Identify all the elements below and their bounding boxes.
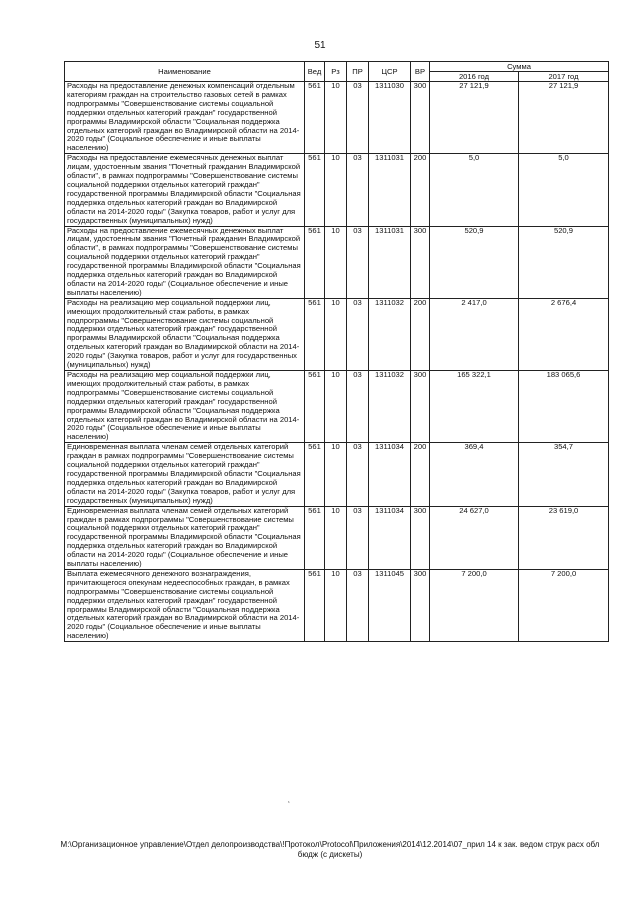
cell-amount-2017: 354,7 — [519, 443, 609, 506]
table-body — [65, 82, 609, 642]
page-number: 51 — [314, 40, 326, 51]
cell-name: Расходы на предоставление денежных компенсаций отдельным категориям граждан на строительство газовых сетей в рамках подпрограммы "Совершенствование системы социальной поддержки отдельных категорий граждан" государственной программы Владимирской области "Социальная поддержка отдельных категорий граждан во Владимирской области на 2014-2020 годы" (Социальное обеспечение и иные выплаты населению) — [65, 82, 305, 154]
cell-amount-2017: 23 619,0 — [519, 506, 609, 569]
cell-name: Выплата ежемесячного денежного вознаграждения, причитающегося опекунам недееспособных граждан, в рамках подпрограммы "Совершенствование системы социальной поддержки отдельных категорий граждан" государственной программы Владимирской области "Социальная поддержка отдельных категорий граждан во Владимирской области на 2014-2020 годы" (Социальное обеспечение и иные выплаты населению) — [65, 569, 305, 641]
footer-file-path: M:\Организационное управление\Отдел делопроизводства\!Протокол\Protocol\Приложения\2014\12.2014\07_прил 14 к зак. ведом струк расх обл бюдж (с дискеты) — [60, 840, 600, 859]
cell-rz: 10 — [325, 569, 347, 641]
cell-rz: 10 — [325, 226, 347, 298]
cell-vr: 300 — [411, 82, 430, 154]
cell-amount-2017: 2 676,4 — [519, 298, 609, 370]
cell-rz: 10 — [325, 82, 347, 154]
header-pr: ПР — [347, 62, 369, 82]
table-row — [65, 226, 609, 298]
header-name: Наименование — [65, 62, 305, 82]
cell-vr: 200 — [411, 443, 430, 506]
header-ved: Вед — [305, 62, 325, 82]
header-vr: ВР — [411, 62, 430, 82]
cell-pr: 03 — [347, 154, 369, 226]
cell-amount-2016: 5,0 — [430, 154, 519, 226]
cell-ved: 561 — [305, 569, 325, 641]
cell-amount-2016: 2 417,0 — [430, 298, 519, 370]
cell-amount-2017: 5,0 — [519, 154, 609, 226]
cell-amount-2016: 27 121,9 — [430, 82, 519, 154]
table-row — [65, 506, 609, 569]
table-row — [65, 82, 609, 154]
cell-csr: 1311034 — [369, 443, 411, 506]
cell-rz: 10 — [325, 443, 347, 506]
cell-ved: 561 — [305, 226, 325, 298]
cell-amount-2016: 7 200,0 — [430, 569, 519, 641]
cell-rz: 10 — [325, 154, 347, 226]
table-row — [65, 298, 609, 370]
cell-csr: 1311034 — [369, 506, 411, 569]
cell-csr: 1311031 — [369, 154, 411, 226]
cell-amount-2016: 24 627,0 — [430, 506, 519, 569]
cell-amount-2016: 520,9 — [430, 226, 519, 298]
cell-pr: 03 — [347, 443, 369, 506]
cell-name: Расходы на реализацию мер социальной поддержки лиц, имеющих продолжительный стаж работы, в рамках подпрограммы "Совершенствование системы социальной поддержки отдельных категорий граждан" государственной программы Владимирской области "Социальная поддержка отдельных категорий граждан во Владимирской области на 2014-2020 годы" (Социальное обеспечение и иные выплаты населению) — [65, 371, 305, 443]
cell-vr: 300 — [411, 506, 430, 569]
cell-csr: 1311030 — [369, 82, 411, 154]
cell-name: Расходы на предоставление ежемесячных денежных выплат лицам, удостоенным звания "Почетный гражданин Владимирской области", в рамках подпрограммы "Совершенствование системы социальной поддержки отдельных категорий граждан" государственной программы Владимирской области "Социальная поддержка отдельных категорий граждан во Владимирской области на 2014-2020 годы" (Социальное обеспечение и иные выплаты населению) — [65, 226, 305, 298]
cell-amount-2017: 520,9 — [519, 226, 609, 298]
cell-rz: 10 — [325, 506, 347, 569]
cell-vr: 300 — [411, 371, 430, 443]
header-csr: ЦСР — [369, 62, 411, 82]
cell-pr: 03 — [347, 506, 369, 569]
cell-amount-2016: 369,4 — [430, 443, 519, 506]
cell-ved: 561 — [305, 82, 325, 154]
cell-vr: 300 — [411, 569, 430, 641]
cell-csr: 1311032 — [369, 298, 411, 370]
cell-name: Расходы на реализацию мер социальной поддержки лиц, имеющих продолжительный стаж работы, в рамках подпрограммы "Совершенствование системы социальной поддержки отдельных категорий граждан" государственной программы Владимирской области "Социальная поддержка отдельных категорий граждан во Владимирской области на 2014-2020 годы" (Закупка товаров, работ и услуг для государственных (муниципальных) нужд) — [65, 298, 305, 370]
cell-ved: 561 — [305, 298, 325, 370]
cell-vr: 200 — [411, 298, 430, 370]
header-year-2017: 2017 год — [519, 72, 609, 82]
cell-amount-2017: 7 200,0 — [519, 569, 609, 641]
cell-ved: 561 — [305, 154, 325, 226]
cell-amount-2017: 183 065,6 — [519, 371, 609, 443]
header-year-2016: 2016 год — [430, 72, 519, 82]
stray-mark: ` — [283, 800, 292, 809]
cell-ved: 561 — [305, 371, 325, 443]
cell-pr: 03 — [347, 371, 369, 443]
table-row — [65, 443, 609, 506]
table-row — [65, 371, 609, 443]
cell-pr: 03 — [347, 569, 369, 641]
cell-csr: 1311045 — [369, 569, 411, 641]
cell-rz: 10 — [325, 298, 347, 370]
cell-vr: 300 — [411, 226, 430, 298]
cell-amount-2017: 27 121,9 — [519, 82, 609, 154]
table-row — [65, 154, 609, 226]
cell-amount-2016: 165 322,1 — [430, 371, 519, 443]
cell-ved: 561 — [305, 506, 325, 569]
header-rz: Рз — [325, 62, 347, 82]
cell-name: Расходы на предоставление ежемесячных денежных выплат лицам, удостоенным звания "Почетный гражданин Владимирской области", в рамках подпрограммы "Совершенствование системы социальной поддержки отдельных категорий граждан" государственной программы Владимирской области "Социальная поддержка отдельных категорий граждан во Владимирской области на 2014-2020 годы" (Закупка товаров, работ и услуг для государственных (муниципальных) нужд) — [65, 154, 305, 226]
cell-name: Единовременная выплата членам семей отдельных категорий граждан в рамках подпрограммы "Совершенствование системы социальной поддержки отдельных категорий граждан" государственной программы Владимирской области "Социальная поддержка отдельных категорий граждан во Владимирской области на 2014-2020 годы" (Социальное обеспечение и иные выплаты населению) — [65, 506, 305, 569]
header-sum: Сумма — [430, 62, 609, 72]
cell-vr: 200 — [411, 154, 430, 226]
cell-name: Единовременная выплата членам семей отдельных категорий граждан в рамках подпрограммы "Совершенствование системы социальной поддержки отдельных категорий граждан" государственной программы Владимирской области "Социальная поддержка отдельных категорий граждан во Владимирской области на 2014-2020 годы" (Закупка товаров, работ и услуг для государственных (муниципальных) нужд) — [65, 443, 305, 506]
cell-pr: 03 — [347, 298, 369, 370]
cell-ved: 561 — [305, 443, 325, 506]
table-row — [65, 569, 609, 641]
cell-csr: 1311032 — [369, 371, 411, 443]
cell-rz: 10 — [325, 371, 347, 443]
budget-table — [64, 61, 609, 642]
cell-pr: 03 — [347, 82, 369, 154]
cell-csr: 1311031 — [369, 226, 411, 298]
cell-pr: 03 — [347, 226, 369, 298]
